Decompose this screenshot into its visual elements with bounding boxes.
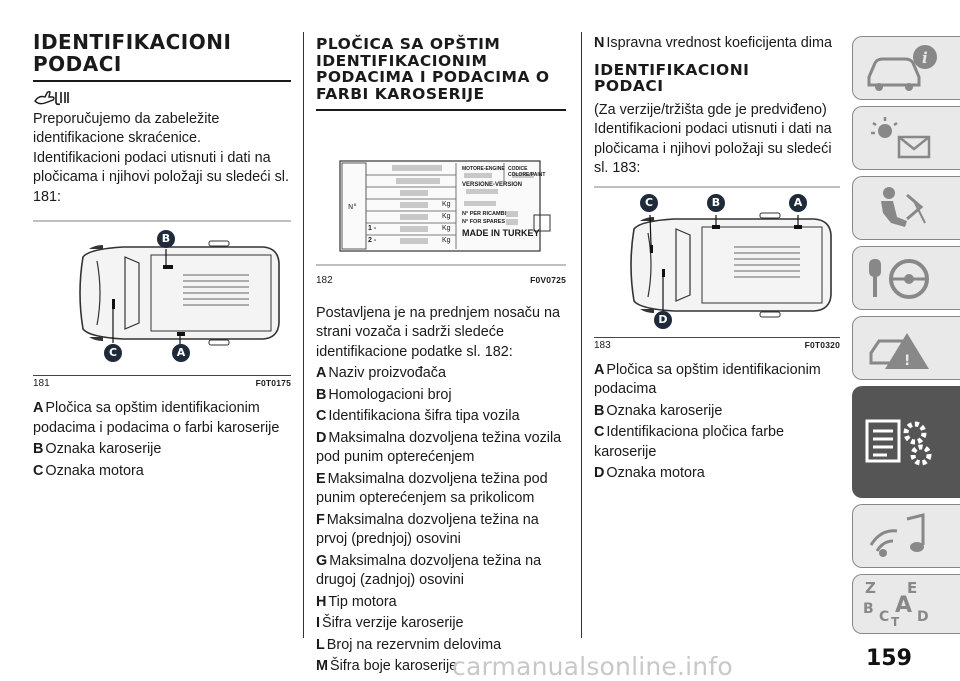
heading-rule bbox=[316, 109, 566, 111]
items-list-1 bbox=[33, 399, 291, 481]
list-item: C Oznaka motora bbox=[33, 462, 144, 479]
plate-label-spares: N° FOR SPARES bbox=[462, 218, 506, 225]
list-item: A Naziv proizvođača bbox=[316, 365, 446, 382]
marker-a: A bbox=[172, 344, 190, 362]
multimedia-icon bbox=[863, 511, 943, 563]
plate-row-2: 2 - bbox=[368, 236, 377, 244]
figure-number: 182 bbox=[316, 274, 333, 286]
plate-label-version: VERSIONE-VERSION bbox=[462, 181, 523, 188]
tab-safety[interactable] bbox=[852, 176, 960, 240]
list-item: D Maksimalna dozvoljena težina vozila pod punim opterećenjem bbox=[316, 429, 562, 466]
figure-181 bbox=[33, 219, 291, 375]
tab-dashboard-lights[interactable] bbox=[852, 106, 960, 170]
column-divider bbox=[303, 32, 304, 638]
list-item: B Homologacioni broj bbox=[316, 386, 452, 403]
marker-c: C bbox=[104, 344, 122, 362]
figure-code: F0V0725 bbox=[530, 274, 566, 285]
watermark: carmanualsonline.info bbox=[452, 652, 733, 681]
figure-code: F0T0175 bbox=[255, 378, 291, 389]
list-item: A Pločica sa opštim identifikacionim podacima bbox=[594, 361, 821, 398]
svg-text:i: i bbox=[922, 49, 928, 67]
car-info-icon bbox=[863, 43, 943, 95]
marker-a: A bbox=[789, 194, 807, 212]
svg-text:!: ! bbox=[904, 353, 911, 369]
list-item: A Pločica sa opštim identifikacionim podacima i podacima o farbi karoserije bbox=[33, 400, 280, 436]
marker-b: B bbox=[157, 230, 175, 248]
plate-label-made: MADE IN TURKEY bbox=[462, 227, 540, 238]
section-heading-identifikacioni-podaci-2: IDENTIFIKACIONI PODACI bbox=[594, 60, 750, 96]
list-item: B Oznaka karoserije bbox=[33, 441, 162, 458]
column-1 bbox=[33, 0, 291, 483]
plate-label-motor: MOTORE-ENGINE bbox=[462, 165, 505, 172]
intro-text: Preporučujemo da zabeležite identifikacione skraćenice. Identifikacioni podaci utisnuti i dati na pločicama i njihovi položaji su sledeći sl. 181: bbox=[33, 110, 289, 205]
items-list-3 bbox=[594, 361, 840, 484]
list-item: B Oznaka karoserije bbox=[594, 402, 723, 419]
list-item: G Maksimalna dozvoljena težina na drugoj (zadnjoj) osovini bbox=[316, 552, 542, 589]
figure-number: 183 bbox=[594, 339, 611, 351]
tab-technical-data[interactable] bbox=[852, 386, 960, 498]
heading-rule bbox=[33, 80, 291, 82]
plate-label-codice: CODICE COLORE/PAINT bbox=[508, 165, 546, 178]
list-item: D Oznaka motora bbox=[594, 465, 705, 482]
items-list-2 bbox=[316, 364, 566, 677]
list-item: E Maksimalna dozvoljena težina pod punim opterećenjem sa prikolicom bbox=[316, 470, 548, 507]
tab-key-steering[interactable] bbox=[852, 246, 960, 310]
intro-text: (Za verzije/tržišta gde je predviđeno) Identifikacioni podaci utisnuti i dati na pločicama i njihovi položaji su sledeći sl. 183: bbox=[594, 101, 832, 177]
list-item: F Maksimalna dozvoljena težina na prvoj (prednjoj) osovini bbox=[316, 511, 539, 548]
list-item: L Broj na rezervnim delovima bbox=[316, 636, 502, 653]
figure-caption-181 bbox=[33, 375, 291, 389]
column-2 bbox=[316, 0, 566, 679]
key-steering-icon bbox=[863, 253, 943, 305]
index-letters-icon: Z E A B C T D bbox=[863, 579, 929, 629]
list-item: M Šifra boje karoserije bbox=[316, 658, 458, 675]
marker-d: D bbox=[654, 311, 672, 329]
figure-code: F0T0320 bbox=[804, 339, 840, 350]
list-item: C Identifikaciona šifra tipa vozila bbox=[316, 408, 520, 425]
list-item: H Tip motora bbox=[316, 593, 397, 610]
list-item-n: N Ispravna vrednost koeficijenta dima bbox=[594, 35, 832, 51]
technical-data-icon bbox=[863, 415, 943, 475]
figure-183 bbox=[594, 185, 840, 337]
plate-kg-1: Kg bbox=[442, 200, 451, 208]
safety-airbag-icon bbox=[863, 183, 943, 235]
figure-182 bbox=[316, 115, 566, 277]
plate-row-1: 1 - bbox=[368, 224, 377, 232]
tab-warning[interactable] bbox=[852, 316, 960, 380]
figure-caption-183 bbox=[594, 337, 840, 351]
intro-text: Postavljena je na prednjem nosaču na strani vozača i sadrži sledeće identifikacione podatke sl. 182: bbox=[316, 304, 561, 360]
section-heading-plocica: PLOČICA SA OPŠTIM IDENTIFIKACIONIM PODACIMA I PODACIMA O FARBI KAROSERIJE bbox=[316, 35, 550, 104]
figure-number: 181 bbox=[33, 378, 50, 390]
tab-car-info[interactable] bbox=[852, 36, 960, 100]
plate-kg-4: Kg bbox=[442, 236, 451, 244]
list-item: I Šifra verzije karoserije bbox=[316, 615, 464, 632]
warning-triangle-icon bbox=[863, 323, 943, 375]
plate-kg-2: Kg bbox=[442, 212, 451, 220]
dashboard-lights-icon bbox=[863, 113, 943, 165]
tab-index[interactable] bbox=[852, 574, 960, 634]
plate-kg-3: Kg bbox=[442, 224, 451, 232]
identification-plate-diagram bbox=[316, 115, 566, 277]
tab-multimedia[interactable] bbox=[852, 504, 960, 568]
column-3 bbox=[594, 0, 840, 486]
marker-c: C bbox=[640, 194, 658, 212]
plate-label-ricambi: N° PER RICAMBI bbox=[462, 210, 507, 217]
hand-icon bbox=[33, 88, 291, 108]
plate-logo-text: N° bbox=[348, 202, 357, 211]
column-divider bbox=[581, 32, 582, 638]
list-item: C Identifikaciona pločica farbe karoserije bbox=[594, 424, 784, 460]
marker-b: B bbox=[707, 194, 725, 212]
page-number: 159 bbox=[866, 646, 912, 671]
section-heading-identifikacioni-podaci: IDENTIFIKACIONI PODACI bbox=[33, 30, 232, 76]
